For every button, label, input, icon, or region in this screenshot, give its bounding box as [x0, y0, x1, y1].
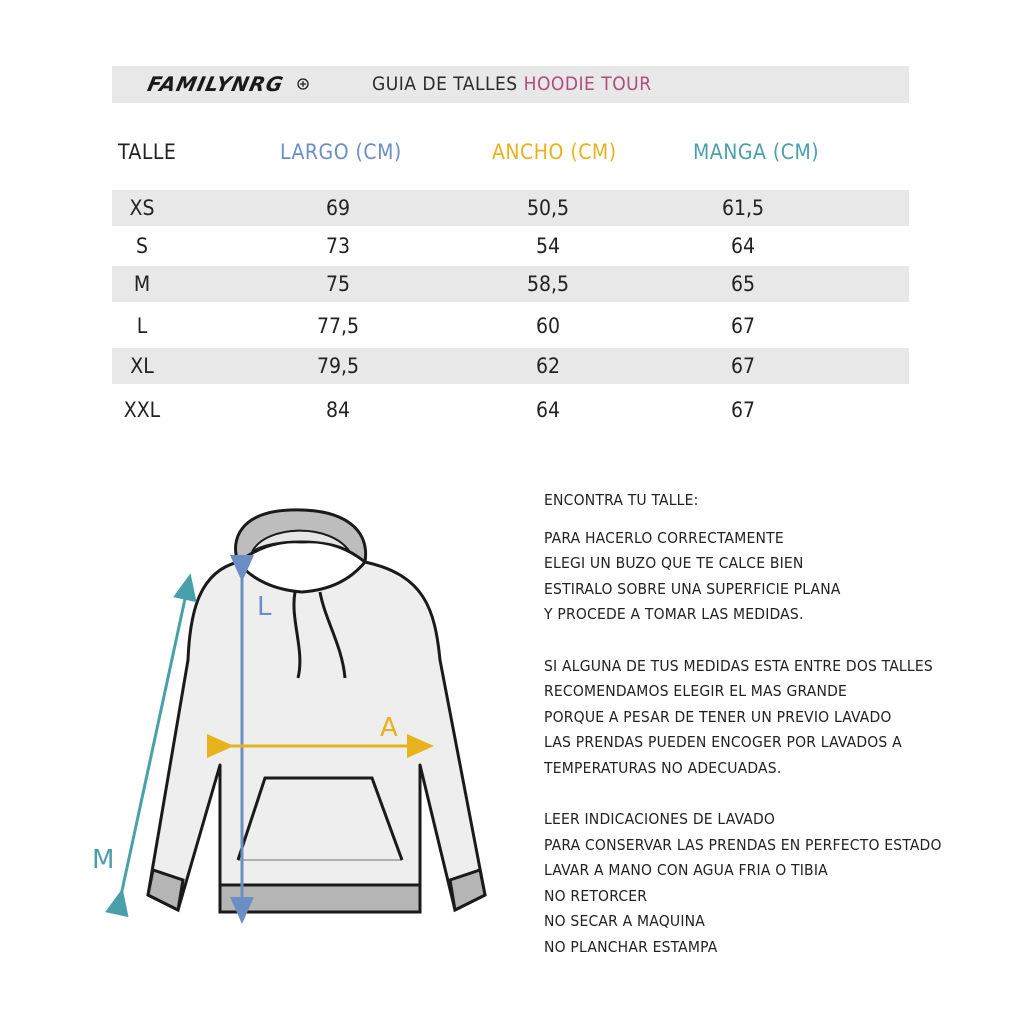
ancho-label: A: [380, 713, 398, 743]
largo-cell: 75: [325, 272, 351, 296]
instructions-paragraph: [544, 654, 964, 782]
ancho-cell: 60: [535, 314, 561, 338]
instruction-line: ESTIRALO SOBRE UNA SUPERFICIE PLANA: [544, 579, 841, 598]
instruction-line: RECOMENDAMOS ELEGIR EL MAS GRANDE: [544, 682, 848, 700]
instructions-paragraph: [544, 807, 964, 960]
manga-cell: 64: [730, 234, 756, 258]
instruction-line: Y PROCEDE A TOMAR LAS MEDIDAS.: [544, 605, 804, 623]
instruction-line: NO SECAR A MAQUINA: [544, 912, 706, 930]
table-row: [112, 308, 909, 344]
hoodie-diagram: [80, 500, 530, 930]
size-cell: XXL: [123, 398, 161, 422]
ancho-cell: 64: [535, 398, 561, 422]
largo-cell: 73: [325, 234, 351, 258]
instruction-line: SI ALGUNA DE TUS MEDIDAS ESTA ENTRE DOS TALLES: [544, 656, 933, 675]
ancho-cell: 58,5: [526, 272, 570, 296]
ancho-cell: 50,5: [526, 196, 570, 220]
table-row: [112, 392, 909, 428]
instruction-line: ELEGI UN BUZO QUE TE CALCE BIEN: [544, 554, 804, 572]
size-cell: M: [133, 272, 151, 296]
brand-mark-icon: [297, 78, 309, 90]
instruction-line: LAVAR A MANO CON AGUA FRIA O TIBIA: [544, 861, 828, 879]
brand-logo: FAMILYNRG: [145, 72, 287, 96]
largo-cell: 84: [325, 398, 351, 422]
instructions: [544, 488, 964, 986]
guide-title: [372, 73, 652, 95]
guide-title-product: HOODIE TOUR: [523, 73, 652, 95]
table-row: [112, 348, 909, 384]
largo-cell: 69: [325, 196, 351, 220]
instruction-line: NO PLANCHAR ESTAMPA: [544, 937, 718, 956]
manga-label: M: [92, 845, 115, 875]
manga-cell: 67: [730, 314, 756, 338]
instructions-paragraph: [544, 526, 964, 628]
instruction-line: PARA CONSERVAR LAS PRENDAS EN PERFECTO ESTADO: [544, 835, 942, 854]
instruction-line: PARA HACERLO CORRECTAMENTE: [544, 528, 784, 547]
ancho-cell: 62: [535, 354, 561, 378]
column-header-ancho: ANCHO (CM): [492, 140, 617, 164]
ancho-cell: 54: [535, 234, 561, 258]
table-row: [112, 266, 909, 302]
instruction-line: NO RETORCER: [544, 886, 648, 905]
manga-cell: 67: [730, 398, 756, 422]
manga-cell: 67: [730, 354, 756, 378]
largo-label: L: [257, 592, 272, 622]
instruction-line: PORQUE A PESAR DE TENER UN PREVIO LAVADO: [544, 707, 892, 726]
guide-title-prefix: GUIA DE TALLES: [372, 73, 518, 95]
table-row: [112, 190, 909, 226]
largo-cell: 79,5: [316, 354, 360, 378]
size-cell: S: [136, 234, 148, 258]
table-row: [112, 228, 909, 264]
hoodie-body-icon: [148, 562, 485, 912]
manga-cell: 65: [730, 272, 756, 296]
size-cell: L: [136, 314, 148, 338]
column-header-size: TALLE: [118, 140, 177, 164]
instruction-line: LEER INDICACIONES DE LAVADO: [544, 810, 776, 828]
size-cell: XL: [130, 354, 154, 378]
hoodie-hood-icon: [236, 510, 366, 562]
column-header-manga: MANGA (CM): [693, 140, 820, 164]
size-cell: XS: [129, 196, 155, 220]
manga-cell: 61,5: [721, 196, 765, 220]
instruction-line: TEMPERATURAS NO ADECUADAS.: [544, 758, 782, 777]
column-header-largo: LARGO (CM): [280, 140, 402, 164]
largo-cell: 77,5: [316, 314, 360, 338]
instruction-line: LAS PRENDAS PUEDEN ENCOGER POR LAVADOS A: [544, 733, 902, 751]
instructions-heading: ENCONTRA TU TALLE:: [544, 491, 699, 509]
